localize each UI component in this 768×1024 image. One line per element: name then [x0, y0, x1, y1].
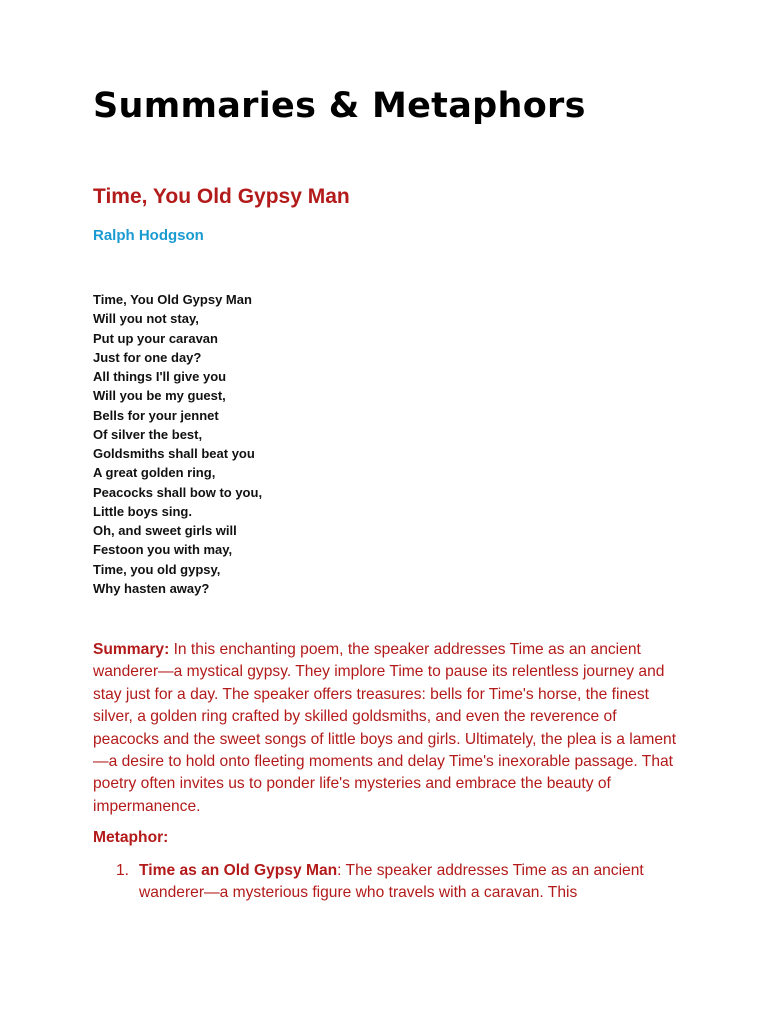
poem-line: Why hasten away?	[93, 580, 210, 596]
poem-line: Festoon you with may,	[93, 542, 233, 558]
poem-line: Will you not stay,	[93, 311, 199, 327]
poem-line: Just for one day?	[93, 349, 202, 365]
poem-line: Goldsmiths shall beat you	[93, 446, 255, 461]
poem-line: A great golden ring,	[93, 465, 216, 481]
poem-line: All things I'll give you	[93, 369, 227, 384]
poem-line: Bells for your jennet	[93, 407, 219, 423]
poem-line: Peacocks shall bow to you,	[93, 484, 263, 500]
metaphor-item-number: 1.	[116, 862, 130, 879]
metaphor-list	[93, 860, 679, 905]
poem-author: Ralph Hodgson	[93, 227, 204, 244]
poem-line: Will you be my guest,	[93, 388, 226, 404]
summary-label: Summary:	[93, 641, 170, 658]
metaphor-heading: Metaphor:	[93, 829, 169, 846]
summary-text: In this enchanting poem, the speaker addresses Time as an ancient wanderer—a mystical gypsy. They implore Time to pause its relentless journey and stay just for a day. The speaker offers treasures: bells for Time's horse, the finest silver, a golden ring crafted by skilled goldsmiths, and even the reverence of peacocks and the sweet songs of little boys and girls. Ultimately, the plea is a lament—a desire to hold onto fleeting moments and delay Time's inexorable passage. That poetry often invites us to ponder life's mysteries and embrace the beauty of impermanence.	[93, 641, 677, 815]
poem-line: Time, You Old Gypsy Man	[93, 292, 252, 307]
metaphor-item	[93, 860, 679, 905]
metaphor-item-text: : The speaker addresses Time as an ancient wanderer—a mysterious figure who travels with a caravan. This	[139, 862, 644, 902]
metaphor-item-term: Time as an Old Gypsy Man	[139, 862, 338, 879]
poem-line: Time, you old gypsy,	[93, 561, 221, 577]
poem-body	[93, 290, 262, 598]
poem-line: Of silver the best,	[93, 426, 203, 442]
poem-line: Little boys sing.	[93, 503, 192, 519]
poem-title: Time, You Old Gypsy Man	[93, 185, 350, 208]
document-title: Summaries & Metaphors	[93, 86, 586, 126]
summary-paragraph	[93, 639, 679, 818]
poem-line: Put up your caravan	[93, 330, 218, 346]
poem-line: Oh, and sweet girls will	[93, 523, 237, 538]
